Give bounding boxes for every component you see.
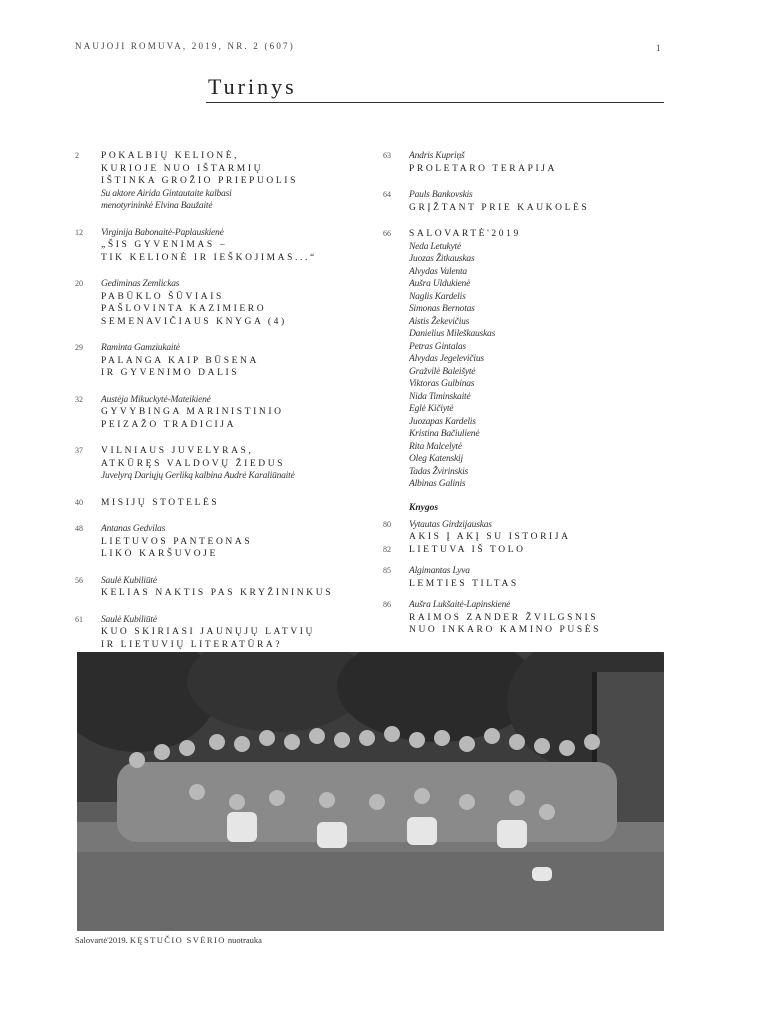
toc-entry [383,189,673,214]
toc-author: Virginija Babonaitė-Paplauskienė [101,227,224,238]
contributor-name: Albinas Galinis [409,479,466,489]
toc-entry [75,575,365,600]
toc-title-line: LEMTIES TILTAS [409,578,519,589]
contributor-name: Alvydas Jegelevičius [409,354,484,364]
toc-title-line: „ŠIS GYVENIMAS – [101,240,228,250]
toc-title-line: VILNIAUS JUVELYRAS, [101,446,254,456]
toc-entry [383,519,673,544]
toc-title-line: LIETUVOS PANTEONAS [101,536,253,547]
toc-page-number: 29 [75,343,83,352]
toc-title-line: POKALBIŲ KELIONĖ, [101,151,240,161]
page-number: 1 [656,43,661,53]
contributor-list [409,241,673,491]
toc-entry [75,342,365,380]
contributor-name: Kristina Bačiulienė [409,429,480,439]
contributor-name: Simonas Bernotas [409,304,475,314]
toc-page-number: 86 [383,600,391,609]
toc-page-number: 61 [75,614,83,624]
toc-page-number: 82 [383,544,391,554]
caption-event: Salovartė'2019. [75,935,128,945]
toc-note: Juvelyrą Dariųjų Gerliką kalbina Audrė Karaliūnaitė [101,471,295,481]
toc-title-line: RAIMOS ZANDER ŽVILGSNIS [409,612,599,623]
running-head: NAUJOJI ROMUVA, 2019, NR. 2 (607) [75,41,295,51]
toc-entry [75,523,365,561]
toc-title-line: SALOVARTĖ'2019 [409,229,521,239]
toc-title-line: LIKO KARŠUVOJE [101,549,218,559]
toc-title-line: IŠTINKA GROŽIO PRIEPUOLIS [101,176,298,186]
page-title: Turinys [208,74,297,99]
toc-author: Austėja Mikuckytė-Mateikienė [101,394,211,405]
caption-photographer: KĘSTUČIO SVĖRIO [129,935,226,945]
contributor-name: Alvydas Valenta [409,266,467,277]
toc-title-line: MISIJŲ STOTELĖS [101,497,220,508]
toc-author: Aušra Lukšaitė-Lapinskienė [409,600,511,610]
group-photo-image [77,652,664,931]
contributor-name: Oleg Katenskij [409,454,463,464]
toc-author: Algimantas Lyva [409,566,470,576]
contributor-name: Juozas Žitkauskas [409,254,475,264]
toc-note: Su aktore Airida Gintautaite kalbasi [101,188,232,199]
toc-title-line: KELIAS NAKTIS PAS KRYŽININKUS [101,588,334,598]
toc-entry [75,227,365,265]
toc-entry [75,497,365,510]
toc-title-line: PEIZAŽO TRADICIJA [101,419,237,430]
toc-page-number: 80 [383,519,391,529]
contributor-name: Danielius Mileškauskas [409,329,496,339]
toc-author: Andris Kupriņš [409,151,465,161]
toc-author: Saulė Kubiliūtė [101,614,157,625]
books-section-label: Knygos [409,502,439,513]
toc-title-line: ATKŪRĘS VALDOVŲ ŽIEDUS [101,458,286,469]
toc-page-number: 20 [75,279,83,288]
toc-entry [75,614,365,652]
contributor-name: Aistis Žekevičius [409,316,470,327]
toc-author: Pauls Bankovskis [409,190,473,200]
toc-title-line: GYVYBINGA MARINISTINIO [101,407,284,417]
contributor-name: Tadas Žvirinskis [409,466,469,477]
contributor-name: Viktoras Gulbinas [409,379,475,389]
toc-author: Vytautas Girdzijauskas [409,519,492,530]
contributor-name: Aušra Uldukienė [409,279,471,289]
caption-suffix: nuotrauka [227,935,262,945]
toc-entry [383,565,673,590]
contributor-name: Nida Timinskaitė [409,391,471,402]
toc-title-line: IR GYVENIMO DALIS [101,368,240,378]
contributor-name: Naglis Kardelis [409,291,466,302]
toc-title-line: AKIS Į AKĮ SU ISTORIJA [409,532,571,542]
toc-page-number: 2 [75,151,79,160]
toc-page-number: 64 [383,190,391,199]
toc-title-line: KUO SKIRIASI JAUNŲJŲ LATVIŲ [101,627,316,637]
toc-entry [75,445,365,483]
toc-entry [383,544,673,557]
toc-title-line: NUO INKARO KAMINO PUSĖS [409,625,602,635]
toc-title-line: PAŠLOVINTA KAZIMIERO [101,304,267,314]
toc-entry [383,150,673,175]
group-photo [77,652,664,931]
title-rule [206,102,664,103]
toc-author: Antanas Gedvilas [101,524,166,534]
contributor-name: Eglė Kičiytė [409,404,454,414]
toc-page-number: 12 [75,227,83,237]
contributor-name: Juozapas Kardelis [409,416,476,427]
toc-title-line: TIK KELIONĖ IR IEŠKOJIMAS...“ [101,252,317,263]
contributor-name: Neda Letukytė [409,241,462,252]
toc-page-number: 66 [383,229,391,238]
toc-title-line: SEMENAVIČIAUS KNYGA (4) [101,316,287,327]
toc-left-column [75,150,365,665]
toc-right-column [383,150,673,646]
toc-author: Gediminas Zemlickas [101,279,180,289]
toc-title-line: PROLETARO TERAPIJA [409,163,557,174]
toc-page-number: 40 [75,497,83,507]
toc-page-number: 48 [75,524,83,533]
toc-title-line: PABŪKLO ŠŪVIAIS [101,291,224,302]
toc-title-line: IR LIETUVIŲ LITERATŪRA? [101,639,283,650]
toc-title-line: LIETUVA IŠ TOLO [409,544,526,555]
toc-page-number: 63 [383,151,391,160]
contributor-name: Gražvilė Baleišytė [409,366,476,377]
toc-entry-salovarte [383,228,673,491]
toc-entry [75,150,365,213]
toc-page-number: 32 [75,394,83,404]
toc-title-line: PALANGA KAIP BŪSENA [101,355,259,366]
toc-page-number: 56 [75,575,83,585]
toc-entry [75,394,365,432]
photo-caption [75,935,262,945]
toc-author: Saulė Kubiliūtė [101,575,157,586]
contributor-name: Petras Gintalas [409,341,466,352]
toc-author: Raminta Gamziukaitė [101,343,180,353]
toc-note: menotyrininkė Elvina Baužaitė [101,201,213,211]
contributor-name: Rita Malcelytė [409,441,462,452]
toc-page-number: 37 [75,446,83,455]
toc-page-number: 85 [383,566,391,575]
toc-entry [75,278,365,328]
toc-title-line: GRĮŽTANT PRIE KAUKOLĖS [409,202,590,213]
toc-entry [383,599,673,637]
toc-title-line: KURIOJE NUO IŠTARMIŲ [101,163,264,174]
